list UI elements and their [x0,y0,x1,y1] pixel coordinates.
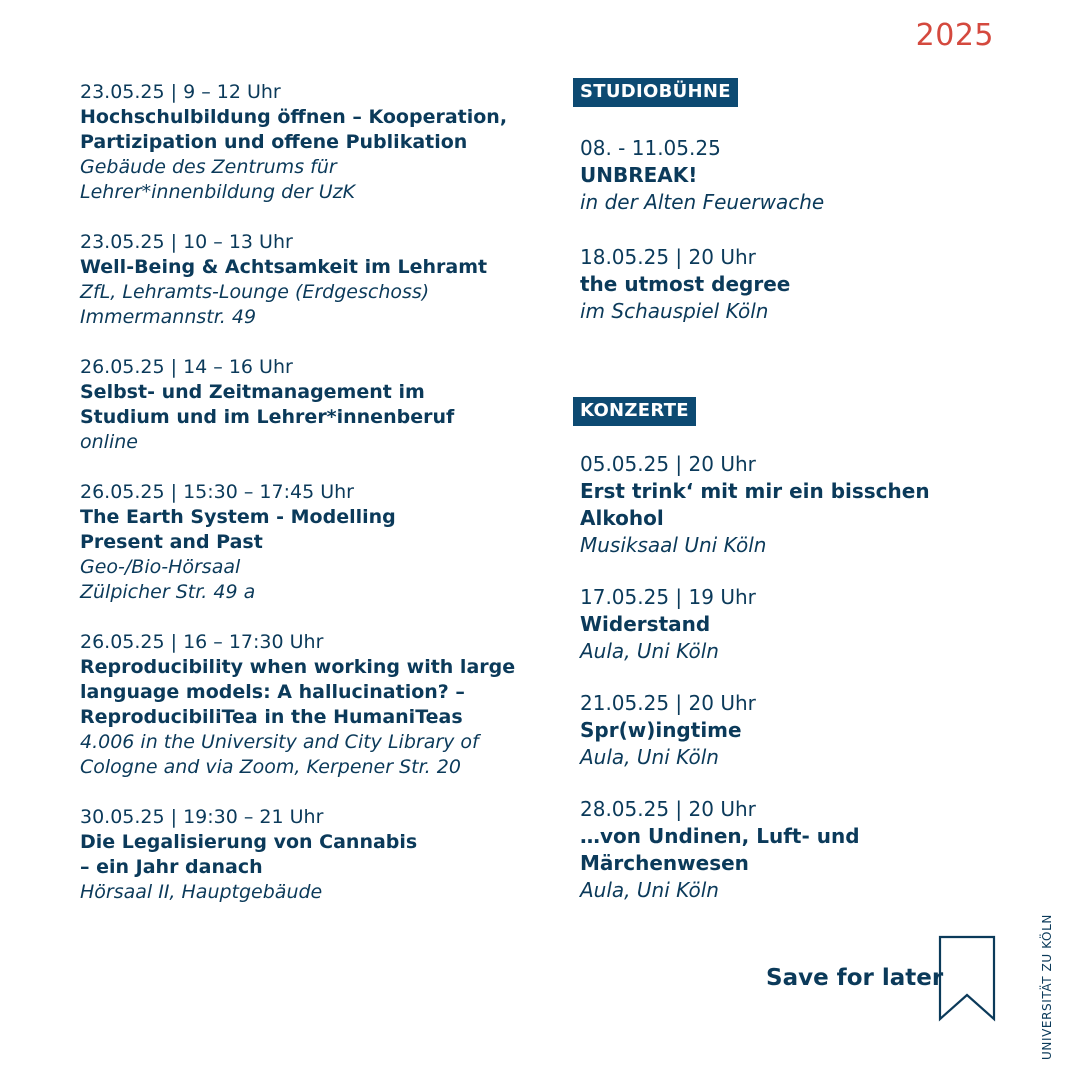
event-location: Geo-/Bio-Hörsaal Zülpicher Str. 49 a [80,556,256,603]
university-wordmark: UNIVERSITÄT ZU KÖLN [1040,914,1054,1060]
event-item [580,796,1013,904]
right-column [573,78,1013,904]
event-date: 17.05.25 | 19 Uhr [580,585,756,609]
event-date: 23.05.25 | 9 – 12 Uhr [80,81,281,103]
event-location: Gebäude des Zentrums für Lehrer*innenbildung der UzK [80,156,356,203]
event-title: UNBREAK! [580,163,698,187]
event-date: 26.05.25 | 16 – 17:30 Uhr [80,631,324,653]
event-date: 18.05.25 | 20 Uhr [580,245,756,269]
event-location: im Schauspiel Köln [580,299,769,323]
event-location: online [80,431,138,453]
studiobuehne-section [573,78,1013,325]
left-event-list [80,80,520,930]
section-label-konzerte: KONZERTE [573,397,696,426]
event-item [80,480,520,605]
save-for-later-button[interactable]: Save for later [766,965,944,991]
event-location: Aula, Uni Köln [580,745,719,769]
event-date: 21.05.25 | 20 Uhr [580,691,756,715]
event-item [580,690,1013,771]
event-title: Hochschulbildung öffnen – Kooperation, Partizipation und offene Publikation [80,106,508,153]
event-location: in der Alten Feuerwache [580,190,825,214]
event-location: Hörsaal II, Hauptgebäude [80,881,323,903]
event-item [580,584,1013,665]
event-date: 05.05.25 | 20 Uhr [580,452,756,476]
event-title: Well-Being & Achtsamkeit im Lehramt [80,256,488,278]
event-location: Aula, Uni Köln [580,878,719,902]
event-title: Erst trink‘ mit mir ein bisschen Alkohol [580,479,930,530]
year-label: 2025 [915,18,994,53]
event-date: 30.05.25 | 19:30 – 21 Uhr [80,806,324,828]
event-item [80,630,520,780]
event-location: Musiksaal Uni Köln [580,533,767,557]
event-location: Aula, Uni Köln [580,639,719,663]
event-title: Reproducibility when working with large language models: A hallucination? – ReproducibiliTea in the HumaniTeas [80,656,516,728]
event-title: Selbst- und Zeitmanagement im Studium und im Lehrer*innenberuf [80,381,455,428]
event-title: Widerstand [580,612,711,636]
bookmark-icon[interactable] [938,935,996,1023]
event-date: 23.05.25 | 10 – 13 Uhr [80,231,293,253]
event-title: Spr(w)ingtime [580,718,742,742]
event-item [80,80,520,205]
event-title: the utmost degree [580,272,791,296]
event-item [580,244,1013,325]
event-date: 26.05.25 | 15:30 – 17:45 Uhr [80,481,354,503]
event-title: The Earth System - Modelling Present and Past [80,506,396,553]
event-item [580,135,1013,216]
event-item [80,355,520,455]
event-title: …von Undinen, Luft- und Märchenwesen [580,824,860,875]
event-date: 08. - 11.05.25 [580,136,721,160]
event-item [580,451,1013,559]
event-location: 4.006 in the University and City Library of Cologne and via Zoom, Kerpener Str. 20 [80,731,479,778]
event-location: ZfL, Lehramts-Lounge (Erdgeschoss) Immermannstr. 49 [80,281,430,328]
event-date: 28.05.25 | 20 Uhr [580,797,756,821]
event-date: 26.05.25 | 14 – 16 Uhr [80,356,293,378]
event-item [80,230,520,330]
event-title: Die Legalisierung von Cannabis – ein Jahr danach [80,831,418,878]
event-item [80,805,520,905]
konzerte-section [573,397,1013,904]
section-label-studiobuehne: STUDIOBÜHNE [573,78,738,107]
